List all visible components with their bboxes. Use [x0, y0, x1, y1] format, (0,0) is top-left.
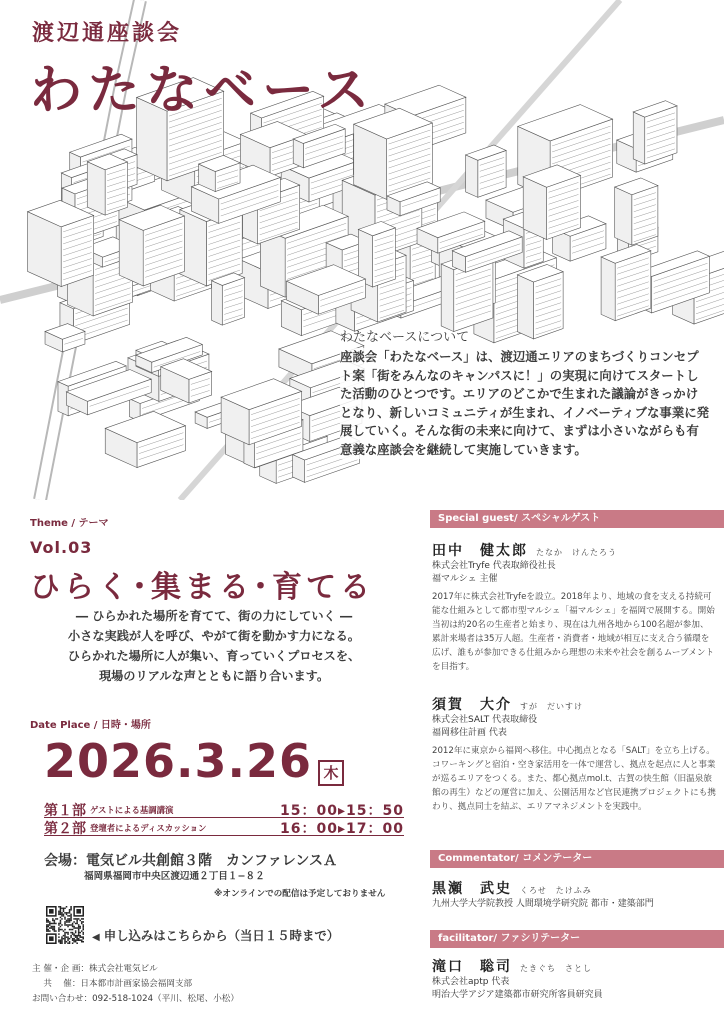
part-time: 16：00▸17：00	[280, 821, 404, 837]
apply-text: 申し込みはこちらから（当日１５時まで）	[103, 928, 340, 943]
guest-affiliation	[432, 714, 537, 740]
event-date: 2026.3.26	[44, 734, 312, 788]
guest-bio: 2017年に株式会社Tryfeを設立。2018年より、地域の食を支える持続可能な仕組みとして都市型マルシェ「福マルシェ」を福岡で展開する。開始当初は約20名の生産者と始まり、現在は九州各地から100名超が参加、累計来場者は35万人超。生産者・消費者・地域が相互に支え合う循環を広げ、誰もが参加できる仕組みから理想の未来や社会を創るムーブメントを目指す。	[432, 592, 715, 672]
venue: 会場：電気ビル共創館３階 カンファレンスＡ	[44, 853, 337, 869]
facilitator-affiliation	[432, 976, 603, 1002]
venue-address: 福岡県福岡市中央区渡辺通２丁目１−８２	[84, 871, 265, 882]
part-time: 15：00▸15：50	[280, 803, 404, 819]
facilitator-ruby: たきぐち さとし	[520, 964, 592, 973]
about-body: 座談会「わたなベース」は、渡辺通エリアのまちづくりコンセプト案「街をみんなのキャンパスに！」の実現に向けてスタートした活動のひとつです。エリアのどこかで生まれた議論がきっかけとなり、新しいコミュニティが生まれ、イノベーティブな事業に発展していく。そんな街の未来に向けて、まずは小さいながらも有意義な座談会を継続して実施していきます。	[340, 348, 710, 459]
commentator-name-text: 黒瀬 武史	[432, 881, 512, 897]
affiliation-line: 福岡移住計画 代表	[432, 728, 507, 738]
facilitator-name	[432, 956, 592, 976]
lead-line: ひらかれた場所に人が集い、育っていくプロセスを、	[67, 649, 361, 663]
date-place-label: Date Place / 日時・場所	[30, 720, 151, 731]
guest-affiliation	[432, 560, 556, 586]
special-guest-header: Special guest/ スペシャルゲスト	[430, 510, 724, 528]
event-title: わたなベース	[30, 61, 376, 121]
facilitator-name-text: 滝口 聡司	[432, 959, 512, 975]
volume-number: Vol.03	[30, 538, 93, 557]
theme-lead	[28, 606, 400, 686]
guest-name	[432, 694, 583, 714]
lead-line: 小さな実践が人を呼び、やがて街を動かす力になる。	[67, 629, 360, 643]
affiliation-line: 福マルシェ 主催	[432, 574, 498, 584]
triangle-left-icon: ◀	[92, 932, 100, 943]
part-name: 第１部	[44, 803, 86, 819]
online-note: ※オンラインでの配信は予定しておりません	[214, 889, 386, 899]
affiliation-line: 株式会社aptp 代表	[432, 977, 510, 987]
guest-bio: 2012年に東京から福岡へ移住。中心拠点となる「SALT」を立ち上げる。コワーキングと宿泊・空き家活用を一体で運営し、拠点を起点に人と事業が巡るエリアをつくる。また、都心拠点mol.t、古賀の快生館（旧温泉旅館の再生）などの運営に加え、公園活用など官民連携プロジェクトにも携わり、拠点同士を結ぶ、エリアマネジメントを実践中。	[432, 746, 716, 812]
guest-name	[432, 540, 617, 560]
theme-label: Theme / テーマ	[30, 518, 109, 529]
guest-name-text: 田中 健太郎	[432, 543, 528, 559]
registration-qr-code[interactable]	[46, 906, 84, 944]
lead-line: ― ひらかれた場所を育てて、街の力にしていく ―	[75, 609, 353, 623]
organizer-credit: 主 催・企 画：株式会社電気ビル	[32, 964, 158, 974]
program-part-1	[44, 800, 404, 818]
commentator-ruby: くろせ たけふみ	[520, 886, 592, 895]
co-organizer-credit: 共 催：日本都市計画家協会福岡支部	[32, 979, 193, 989]
series-name: 渡辺通座談会	[32, 21, 183, 46]
commentator-header: Commentator/ コメンテーター	[430, 850, 724, 868]
theme-title: ひらく･集まる･育てる	[30, 570, 374, 605]
part-description: ゲストによる基調講演	[90, 805, 174, 815]
facilitator-header: facilitator/ ファシリテーター	[430, 930, 724, 948]
commentator-affiliation: 九州大学大学院教授 人間環境学研究院 都市・建築部門	[432, 899, 654, 909]
part-description: 登壇者によるディスカッション	[90, 823, 207, 833]
weekday-badge: 木	[318, 760, 344, 786]
affiliation-line: 株式会社SALT 代表取締役	[432, 715, 538, 725]
part-name: 第２部	[44, 821, 86, 837]
affiliation-line: 株式会社Tryfe 代表取締役社長	[432, 561, 556, 571]
guest-name-text: 須賀 大介	[432, 697, 512, 713]
registration-link[interactable]	[92, 926, 339, 944]
program-part-2	[44, 818, 404, 836]
about-heading: わたなベースについて	[340, 330, 470, 345]
affiliation-line: 明治大学アジア建築都市研究所客員研究員	[432, 990, 603, 1000]
contact-credit: お問い合わせ：092-518-1024（平川、松尾、小松）	[32, 994, 239, 1004]
guest-ruby: すが だいすけ	[520, 702, 583, 711]
lead-line: 現場のリアルな声とともに語り合います。	[98, 669, 330, 683]
guest-ruby: たなか けんたろう	[536, 548, 617, 557]
commentator-name	[432, 878, 592, 898]
